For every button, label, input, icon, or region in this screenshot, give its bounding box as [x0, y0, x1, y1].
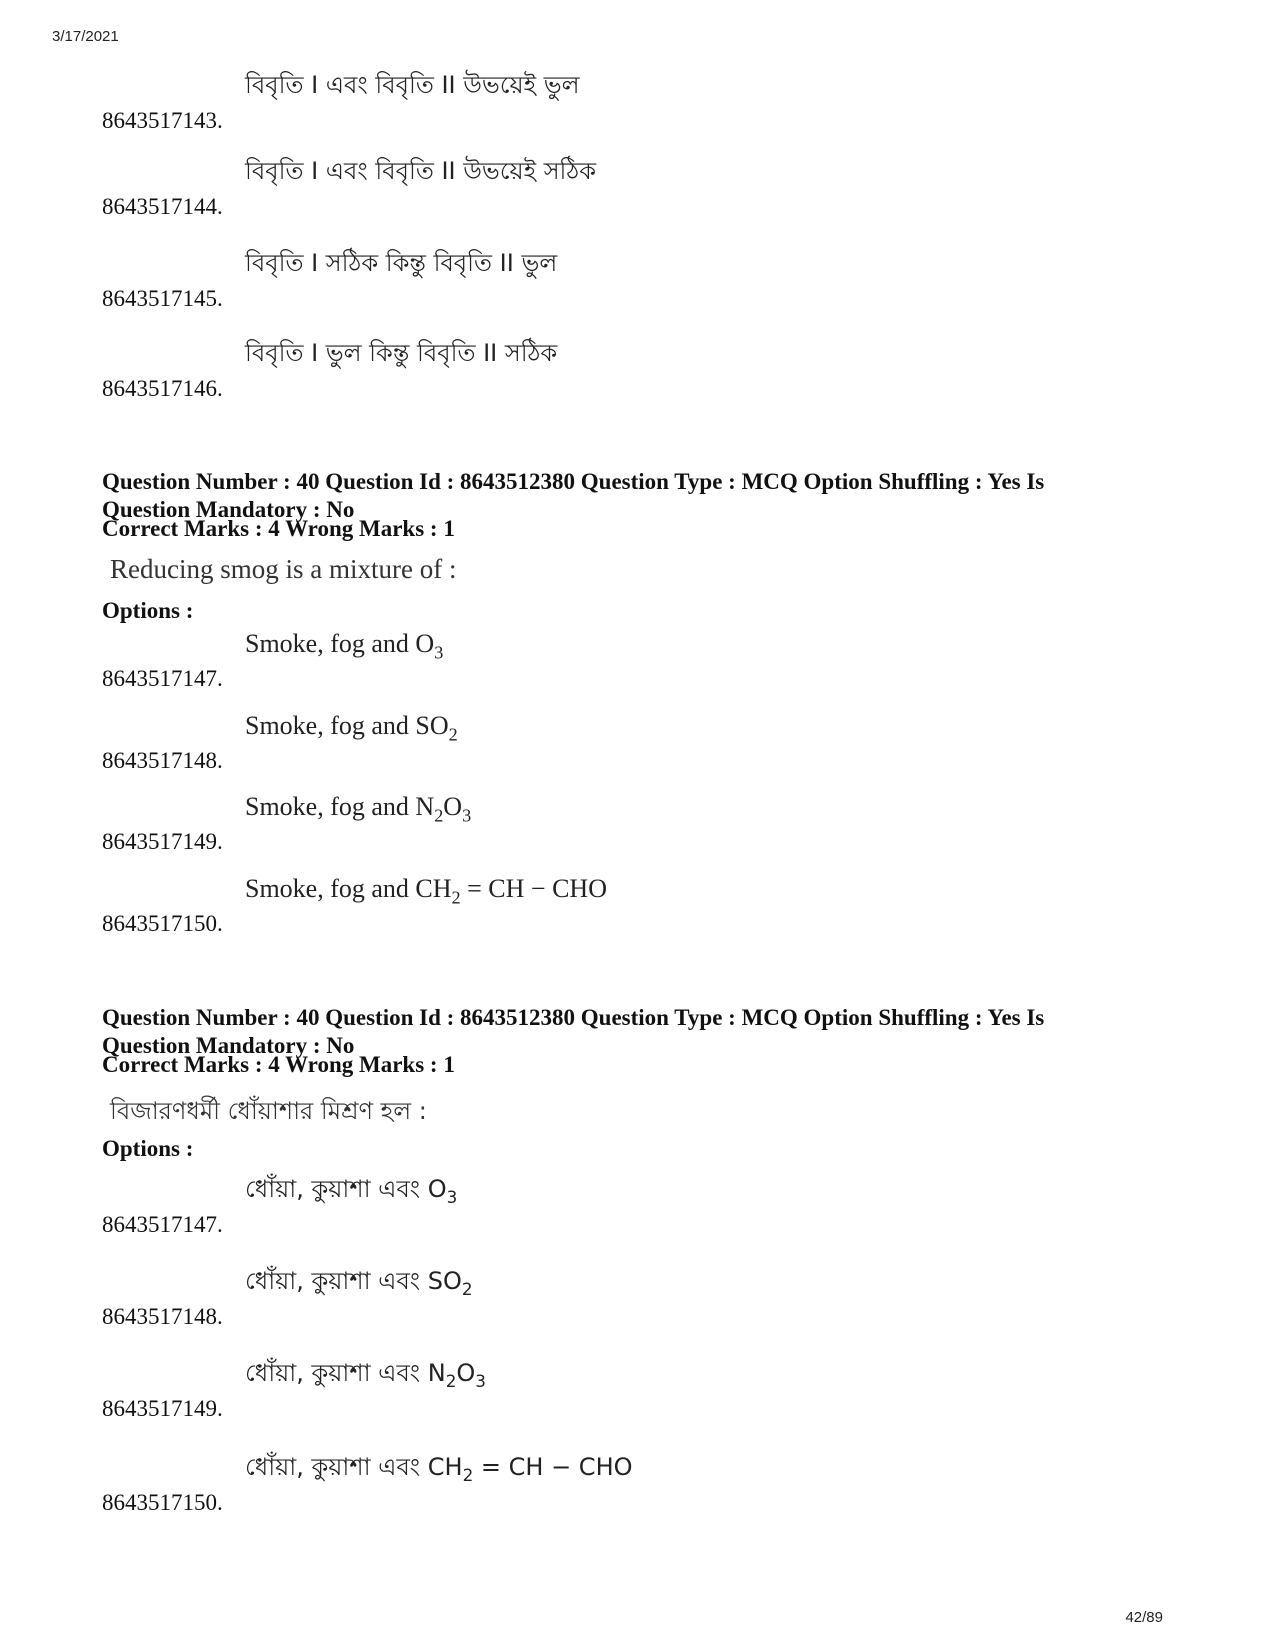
formula-part: = CH − CHO	[460, 874, 607, 903]
page-number: 42/89	[1125, 1609, 1163, 1626]
option-row	[102, 158, 1102, 218]
option-row	[102, 793, 1102, 853]
formula-subscript: 2	[434, 805, 444, 826]
formula-part: CH	[415, 874, 452, 903]
option-prefix: ধোঁয়া, কুয়াশা এবং	[245, 1453, 428, 1481]
option-text	[245, 711, 458, 745]
options-label: Options :	[102, 1136, 194, 1161]
option-row	[102, 1454, 1102, 1514]
option-id: 8643517150.	[102, 1490, 223, 1515]
formula-part: N	[415, 792, 435, 821]
option-id: 8643517144.	[102, 194, 223, 219]
formula-subscript: 3	[475, 1370, 486, 1391]
option-row	[102, 250, 1102, 310]
question-marks: Correct Marks : 4 Wrong Marks : 1	[102, 1052, 455, 1077]
formula-part: N	[427, 1359, 446, 1387]
question-meta-line: Question Mandatory : No	[102, 497, 355, 522]
option-text	[245, 1359, 486, 1391]
option-id: 8643517149.	[102, 1396, 223, 1421]
formula-part: = CH − CHO	[473, 1453, 633, 1481]
options-label: Options :	[102, 598, 194, 623]
option-text: বিবৃতি I সঠিক কিন্তু বিবৃতি II ভুল	[245, 249, 558, 277]
option-id: 8643517148.	[102, 748, 223, 773]
option-row	[102, 72, 1102, 132]
formula-subscript: 2	[462, 1464, 474, 1485]
formula-subscript: 2	[451, 887, 461, 908]
formula-part: CH	[427, 1453, 463, 1481]
formula-subscript: 3	[462, 805, 472, 826]
option-prefix: ধোঁয়া, কুয়াশা এবং	[245, 1267, 428, 1295]
option-row	[102, 875, 1102, 935]
formula-part: O	[443, 792, 463, 821]
option-prefix: Smoke, fog and	[245, 792, 416, 821]
option-text	[245, 874, 607, 908]
formula-part: O	[415, 629, 435, 658]
option-text	[245, 1453, 633, 1485]
option-row	[102, 630, 1102, 690]
formula-part: O	[456, 1359, 476, 1387]
option-text	[245, 1175, 458, 1207]
option-prefix: Smoke, fog and	[245, 711, 416, 740]
option-id: 8643517143.	[102, 108, 223, 133]
question-meta-line: Question Number : 40 Question Id : 8643512380 Question Type : MCQ Option Shuffling : Yes Is	[102, 1005, 1045, 1030]
option-row	[102, 1360, 1102, 1420]
formula-subscript: 2	[461, 1278, 473, 1299]
option-row	[102, 712, 1102, 772]
formula-part: O	[427, 1175, 447, 1203]
option-text: বিবৃতি I এবং বিবৃতি II উভয়েই সঠিক	[245, 157, 597, 185]
option-id: 8643517146.	[102, 376, 223, 401]
option-prefix: ধোঁয়া, কুয়াশা এবং	[245, 1359, 428, 1387]
question-marks: Correct Marks : 4 Wrong Marks : 1	[102, 516, 455, 541]
option-id: 8643517147.	[102, 1212, 223, 1237]
option-text	[245, 792, 472, 826]
option-text	[245, 629, 444, 663]
option-row	[102, 1176, 1102, 1236]
question-text: Reducing smog is a mixture of :	[110, 554, 457, 584]
option-id: 8643517147.	[102, 666, 223, 691]
option-id: 8643517150.	[102, 911, 223, 936]
option-id: 8643517148.	[102, 1304, 223, 1329]
option-prefix: Smoke, fog and	[245, 629, 416, 658]
print-date: 3/17/2021	[52, 28, 119, 45]
formula-part: SO	[415, 711, 449, 740]
option-id: 8643517145.	[102, 286, 223, 311]
formula-subscript: 2	[445, 1370, 457, 1391]
question-meta-line: Question Number : 40 Question Id : 8643512380 Question Type : MCQ Option Shuffling : Yes Is	[102, 469, 1045, 494]
option-text: বিবৃতি I ভুল কিন্তু বিবৃতি II সঠিক	[245, 339, 558, 367]
question-meta-line: Question Mandatory : No	[102, 1033, 355, 1058]
formula-subscript: 2	[448, 724, 458, 745]
formula-subscript: 3	[434, 642, 444, 663]
option-row	[102, 340, 1102, 400]
option-text	[245, 1267, 473, 1299]
option-prefix: ধোঁয়া, কুয়াশা এবং	[245, 1175, 428, 1203]
option-id: 8643517149.	[102, 829, 223, 854]
option-text: বিবৃতি I এবং বিবৃতি II উভয়েই ভুল	[245, 71, 580, 99]
question-text: বিজারণধর্মী ধোঁয়াশার মিশ্রণ হল :	[110, 1097, 427, 1125]
formula-part: SO	[427, 1267, 462, 1295]
option-row	[102, 1268, 1102, 1328]
option-prefix: Smoke, fog and	[245, 874, 416, 903]
formula-subscript: 3	[446, 1186, 458, 1207]
